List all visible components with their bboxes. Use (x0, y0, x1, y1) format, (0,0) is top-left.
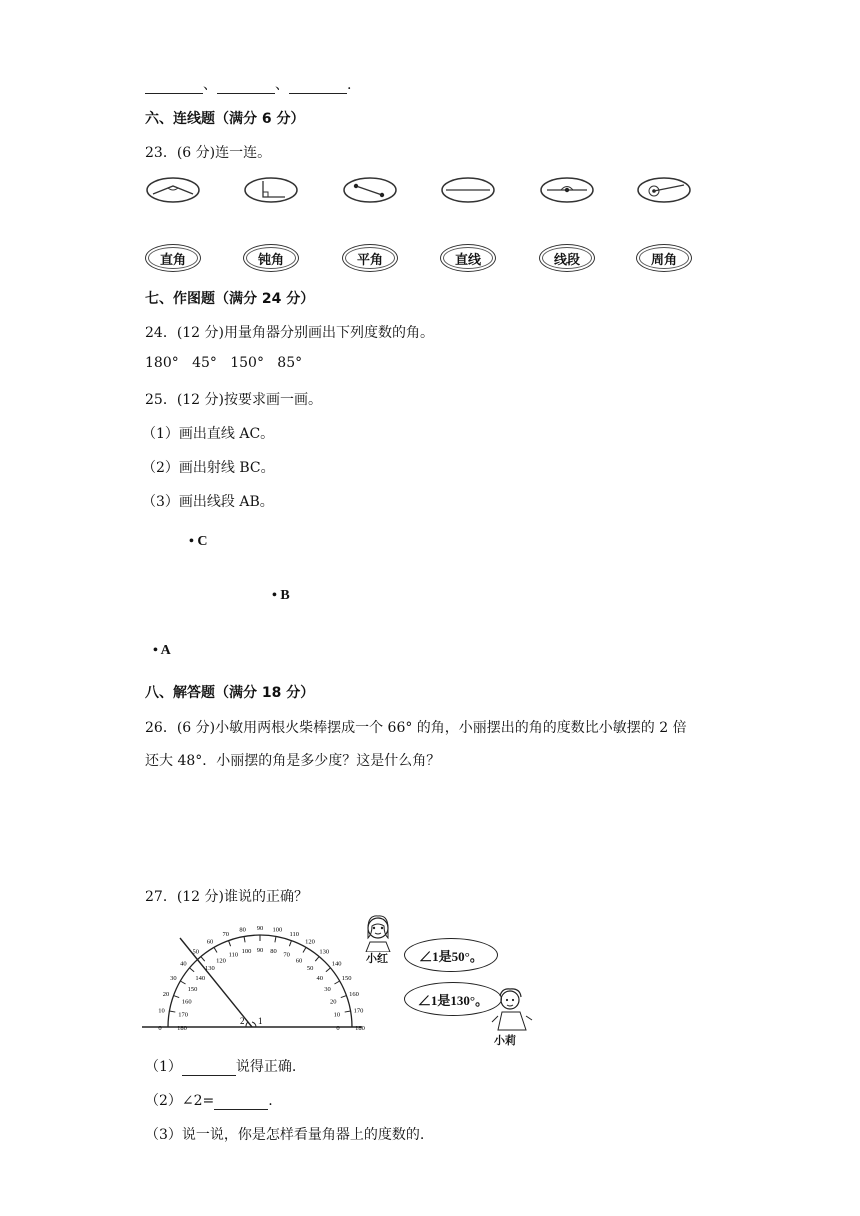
protractor-outer-number: 60 (206, 938, 214, 946)
protractor-tick (345, 1011, 351, 1012)
degree-list: 180° 45° 150° 85° (145, 355, 303, 371)
protractor-inner-number: 70 (283, 951, 290, 959)
protractor-outer-number: 70 (222, 931, 230, 939)
question-24: 24．(12 分)用量角器分别画出下列度数的角。 (145, 325, 435, 341)
protractor-outer-number: 130 (319, 948, 330, 956)
protractor-outer-number: 30 (170, 975, 177, 982)
line-figure (440, 176, 496, 204)
protractor-inner-number: 160 (181, 998, 192, 1006)
protractor-tick (326, 968, 331, 972)
protractor-inner-number: 30 (324, 986, 331, 993)
question-23: 23．(6 分)连一连。 (145, 145, 272, 161)
label-full-angle[interactable] (636, 244, 692, 272)
label-text: 钝角 (257, 252, 284, 268)
part-2-suffix: . (268, 1093, 273, 1109)
section-8-heading: 八、解答题（满分 18 分） (145, 685, 315, 701)
question-25-part-3: （3）画出线段 AB。 (142, 494, 274, 510)
speech-bubble-xiaoli (404, 982, 502, 1016)
blank-2[interactable] (217, 79, 275, 94)
part-1-suffix: 说得正确. (235, 1059, 297, 1075)
label-text: 直线 (454, 252, 481, 268)
right-angle-figure (243, 176, 299, 204)
girl-xiaoli-name: 小莉 (494, 1034, 516, 1047)
protractor-outer-number: 10 (158, 1007, 165, 1015)
protractor-inner-number: 170 (178, 1011, 189, 1019)
protractor-inner-number: 110 (228, 951, 239, 959)
protractor-tick (289, 941, 291, 947)
protractor-inner-number: 150 (187, 986, 198, 993)
girl-xiaohong-name: 小红 (366, 952, 388, 965)
separator: 、 (275, 77, 289, 93)
girl-xiaohong-icon (360, 912, 396, 952)
part-1-prefix: （1） (145, 1059, 182, 1075)
question-27-part-2 (145, 1090, 273, 1110)
protractor-inner-number: 60 (295, 957, 303, 965)
protractor-tick (315, 957, 319, 962)
straight-angle-figure (539, 176, 595, 204)
label-text: 线段 (553, 252, 580, 268)
point-c: • C (189, 534, 208, 549)
label-text: 周角 (650, 252, 677, 268)
label-line[interactable] (440, 244, 496, 272)
part-2-blank[interactable] (214, 1095, 268, 1110)
speech-text-xiaoli: ∠1是130°。 (417, 992, 489, 1008)
blank-3[interactable] (289, 79, 347, 94)
section-6-heading: 六、连线题（满分 6 分） (145, 111, 305, 127)
protractor-tick (201, 957, 205, 962)
protractor-inner-number: 100 (241, 948, 252, 956)
protractor-outer-number: 0 (158, 1025, 162, 1032)
protractor-outer-number: 80 (239, 926, 246, 934)
protractor-inner-number: 140 (195, 974, 206, 982)
part-2-prefix: （2）∠2= (145, 1093, 215, 1109)
angle-2-label: 2 (240, 1016, 245, 1026)
section-7-heading: 七、作图题（满分 24 分） (145, 291, 315, 307)
question-26-line-2: 还大 48°．小丽摆的角是多少度？这是什么角？ (145, 753, 441, 769)
protractor-outer-number: 160 (349, 990, 359, 998)
label-text: 直角 (159, 252, 186, 268)
segment-figure (342, 176, 398, 204)
speech-text-xiaohong: ∠1是50°。 (419, 948, 483, 964)
top-blanks-line (145, 74, 351, 94)
question-25: 25．(12 分)按要求画一画。 (145, 392, 323, 408)
protractor-tick (180, 981, 185, 984)
question-27-part-1 (145, 1056, 296, 1076)
protractor-tick (303, 947, 306, 952)
question-25-part-2: （2）画出射线 BC。 (142, 460, 275, 476)
point-a: • A (153, 643, 171, 658)
label-text: 平角 (356, 252, 383, 268)
protractor-outer-number: 40 (180, 960, 187, 968)
protractor-tick (341, 996, 347, 998)
protractor-tick (174, 996, 180, 998)
protractor-tick (275, 936, 276, 942)
protractor-inner-number: 180 (177, 1025, 187, 1032)
protractor-outer-number: 180 (355, 1025, 365, 1032)
protractor-inner-number: 90 (256, 947, 264, 954)
protractor-inner-number: 10 (333, 1011, 341, 1019)
question-27: 27．(12 分)谁说的正确？ (145, 889, 309, 905)
protractor-tick (214, 947, 217, 952)
protractor-outer-number: 100 (272, 926, 283, 934)
separator: 、 (203, 77, 217, 93)
protractor-inner-number: 0 (336, 1025, 340, 1032)
question-27-part-3: （3）说一说，你是怎样看量角器上的度数的. (145, 1127, 425, 1143)
protractor-tick (169, 1011, 175, 1012)
protractor-inner-number: 40 (316, 974, 324, 982)
label-obtuse-angle[interactable] (243, 244, 299, 272)
period: . (347, 77, 352, 93)
protractor-tick (229, 941, 231, 947)
question-25-part-1: （1）画出直线 AC。 (142, 426, 275, 442)
girl-xiaoli-icon (490, 986, 534, 1032)
point-b: • B (272, 588, 290, 603)
protractor-tick (190, 968, 195, 972)
protractor-outer-number: 50 (192, 948, 199, 956)
protractor-inner-number: 50 (306, 965, 314, 973)
protractor-outer-number: 20 (162, 990, 170, 998)
protractor-inner-number: 130 (204, 965, 215, 973)
protractor-inner-number: 120 (216, 957, 226, 965)
protractor-outer-number: 170 (353, 1007, 364, 1015)
protractor-tick (244, 936, 245, 942)
protractor-tick (334, 981, 339, 984)
label-segment[interactable] (539, 244, 595, 272)
label-right-angle[interactable] (145, 244, 201, 272)
protractor-outer-number: 150 (341, 975, 352, 982)
protractor-outer-number: 110 (289, 931, 299, 939)
protractor-outer-number: 90 (256, 925, 264, 932)
protractor-inner-number: 80 (270, 948, 277, 956)
question-26-line-1: 26．(6 分)小敏用两根火柴棒摆成一个 66° 的角，小丽摆出的角的度数比小敏摆的 2 倍 (145, 720, 687, 736)
part-1-blank[interactable] (182, 1061, 236, 1076)
protractor-outer-number: 120 (305, 938, 315, 946)
speech-bubble-xiaohong (404, 938, 498, 972)
protractor-outer-number: 140 (331, 960, 342, 968)
angle-1-label: 1 (258, 1016, 263, 1026)
obtuse-angle-figure (145, 176, 201, 204)
protractor-figure (140, 912, 370, 1036)
blank-1[interactable] (145, 79, 203, 94)
full-angle-figure (636, 176, 692, 204)
protractor-inner-number: 20 (330, 998, 337, 1006)
label-straight-angle[interactable] (342, 244, 398, 272)
